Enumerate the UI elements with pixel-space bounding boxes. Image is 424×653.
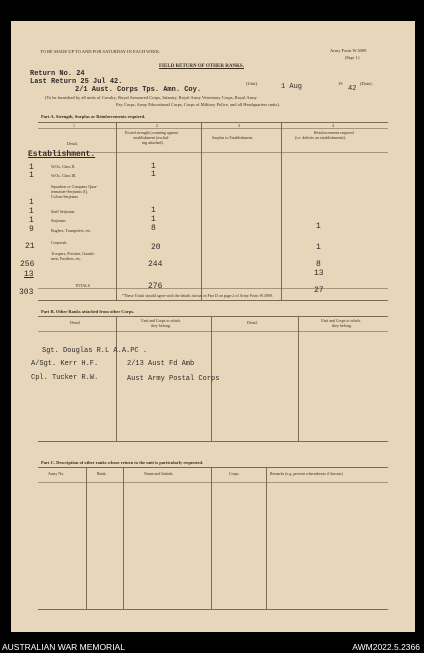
reinforcements-header: Reinforcements required xyxy=(314,130,354,135)
posted-value: 244 xyxy=(148,260,163,269)
est-value: 21 xyxy=(25,242,35,251)
part-b-unit2-header: they belong. xyxy=(332,323,352,328)
unit-label: (Unit). xyxy=(246,81,259,86)
posted-value: 1 xyxy=(151,170,156,179)
column-number: 1 xyxy=(73,123,75,128)
part-b-detail2-header: Detail. xyxy=(247,320,258,325)
last-return: Last Return 25 Jul 42. xyxy=(30,78,123,86)
row-label: Colour-Serjeants xyxy=(51,194,79,199)
row-label: Serjeants xyxy=(51,218,66,223)
est-value: 9 xyxy=(29,225,34,234)
part-a-bottom-rule xyxy=(38,300,388,301)
est-value: 1 xyxy=(29,163,34,172)
totals-label: TOTALS xyxy=(75,283,90,288)
form-page xyxy=(11,21,415,632)
extra-reinf-value: 13 xyxy=(314,269,324,278)
row-label: men, Fusiliers, etc. xyxy=(51,256,82,261)
part-b-bottom-rule xyxy=(38,441,388,442)
part-c-header-rank: Rank. xyxy=(97,471,107,476)
column-number: 4 xyxy=(332,123,334,128)
posted-strength-header: ing attached). xyxy=(142,140,164,145)
est-value: 1 xyxy=(29,216,34,225)
part-c-bottom-rule xyxy=(38,609,388,610)
part-b-title: Part B. Other Ranks attached from other Corps. xyxy=(41,309,135,314)
posted-value: 8 xyxy=(151,224,156,233)
row-label: Squadron or Company Quar- xyxy=(51,184,98,189)
page-number: (Page 1.) xyxy=(345,55,360,60)
est-value: 1 xyxy=(29,207,34,216)
part-b-unit-header: Unit and Corps to which xyxy=(141,318,181,323)
return-date-day: 1 Aug xyxy=(281,83,303,91)
part-b-top-rule xyxy=(38,316,388,317)
totals-note: *These Totals should agree with the details shown in Part D on page 2 of Army Form W.3009. xyxy=(122,293,273,298)
part-c-header-remarks: Remarks (e.g. present whereabouts if known) xyxy=(270,471,343,476)
attached-entry-unit: 2/13 Aust Fd Amb xyxy=(127,360,195,368)
part-b-unit-header: they belong. xyxy=(151,323,171,328)
part-a-title: Part A. Strength, Surplus or Reinforcements required. xyxy=(41,114,146,119)
column-number: 3 xyxy=(238,123,240,128)
part-b-unit2-header: Unit and Corps to which xyxy=(321,318,361,323)
part-c-header-name: Name and Initials. xyxy=(144,471,174,476)
attached-entry-detail: Sgt. Douglas R.L A.A.PC . xyxy=(42,347,148,355)
row-label: Staff Serjeants xyxy=(51,209,75,214)
reinforcements-header: (i.e. deficits on establishments). xyxy=(295,135,346,140)
part-c-header-corps: Corps. xyxy=(229,471,240,476)
detail-column-header: Detail. xyxy=(67,141,78,146)
est-value: 1 xyxy=(29,171,34,180)
date-year: 42 xyxy=(348,85,357,93)
reinf-value: 1 xyxy=(316,222,321,231)
row-label: W.Os. Class III. xyxy=(51,173,77,178)
est-value: 256 xyxy=(20,260,35,269)
unit-name: 2/1 Aust. Corps Tps. Amn. Coy. xyxy=(75,86,202,94)
furnished-note-line-2: Pay Corps, Army Educational Corps, Corps of Military Police, and all Headquarters units). xyxy=(116,102,280,107)
attached-entry-unit: Aust Army Postal Corps xyxy=(127,375,220,383)
part-a-top-rule xyxy=(38,122,388,123)
reinf-value: 8 xyxy=(316,260,321,269)
est-value: 1 xyxy=(29,198,34,207)
part-c-top-rule xyxy=(38,467,388,468)
total-reinf: 27 xyxy=(314,286,324,295)
row-label: termaster-Serjeants (Q. xyxy=(51,189,89,194)
row-label: Buglers, Trumpeters, etc. xyxy=(51,228,92,233)
form-title: FIELD RETURN OF OTHER RANKS. xyxy=(159,64,244,69)
archive-name: AUSTRALIAN WAR MEMORIAL xyxy=(2,642,125,652)
surplus-header: Surplus to Establishment. xyxy=(212,135,253,140)
archive-footer xyxy=(0,641,424,653)
date-label: (Date). xyxy=(360,81,373,86)
establishment-heading: Establishment. xyxy=(28,150,96,159)
furnished-note-line-1: (To be furnished by all units of Cavalry, Royal Armoured Corps, Infantry, Royal Army Veterinary Corps, Royal Army xyxy=(45,95,257,100)
reinf-value: 1 xyxy=(316,243,321,252)
part-b-detail-header: Detail xyxy=(70,320,80,325)
row-label: Corporals xyxy=(51,240,67,245)
column-number: 2 xyxy=(156,123,158,128)
posted-strength-header: establishment (exclud- xyxy=(133,135,170,140)
part-c-header-army-no: Army No. xyxy=(48,471,65,476)
attached-entry-detail: Cpl. Tucker R.W. xyxy=(31,374,99,382)
posted-value: 1 xyxy=(151,162,156,171)
posted-value: 20 xyxy=(151,243,161,252)
total-est: 303 xyxy=(19,288,34,297)
extra-est-value: 13 xyxy=(24,270,34,279)
made-up-instruction: TO BE MADE UP TO AND FOR SATURDAY IN EACH WEEK. xyxy=(40,49,161,54)
date-century: 19 xyxy=(338,81,343,86)
row-label: Troopers, Privates, Guards- xyxy=(51,251,96,256)
part-c-title: Part C. Description of other ranks whose return to the unit is particularly requested. xyxy=(41,460,204,465)
row-label: W.Os. Class II. xyxy=(51,164,76,169)
archive-reference: AWM2022.5.2366 xyxy=(352,642,420,652)
posted-value: 1 xyxy=(151,206,156,215)
posted-strength-header: Posted strength (counting against xyxy=(125,130,179,135)
return-number: Return No. 24 xyxy=(30,70,85,78)
posted-value: 1 xyxy=(151,215,156,224)
form-number: Army Form W.3009 xyxy=(330,48,367,53)
total-posted: 276 xyxy=(148,282,163,291)
attached-entry-detail: A/Sgt. Kerr H.F. xyxy=(31,360,99,368)
